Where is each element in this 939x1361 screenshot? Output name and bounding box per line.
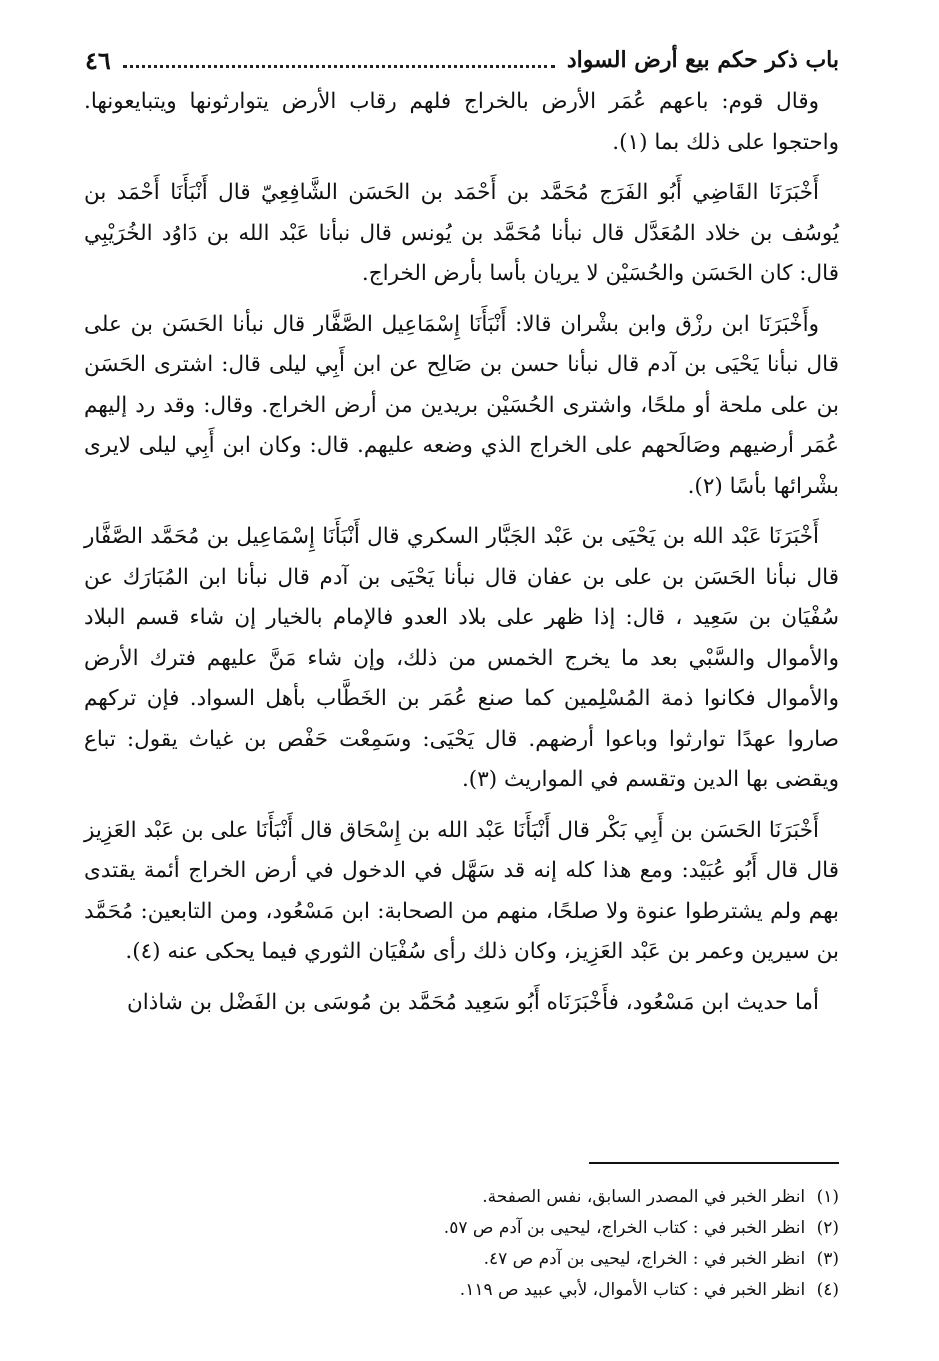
page-number: ٤٦ [85,45,111,75]
main-text [84,82,839,1033]
footnote-number: (٢) [816,1218,839,1238]
header-dotted-leader [123,63,555,68]
footnote-text: انظر الخبر في : كتاب الخراج، ليحيى بن آدم ص ٥٧. [443,1218,806,1238]
footnote [84,1215,839,1242]
paragraph: أما حديث ابن مَسْعُود، فأَخْبَرَنَاه أَبُو سَعِيد مُحَمَّد بن مُوسَى بن الفَضْل بن شاذان [126,989,819,1015]
footnotes [84,1184,839,1308]
paragraph: أَخْبَرَنَا الحَسَن بن أَبِي بَكْر قال أَنْبَأَنَا عَبْد الله بن إِسْحَاق قال أَنْبَأَنَا على بن عَبْد العَزِيز قال قال أَبُو عُبَيْد: ومع هذا كله إنه قد سَهَّل في الدخول في أرض الخراج أئمة يقتدى بهم ولم يشترطوا عنوة ولا صلحًا، منهم من الصحابة: ابن مَسْعُود، ومن التابعين: مُحَمَّد بن سيرين وعمر بن عَبْد العَزِيز، وكان ذلك رأى سُفْيَان الثوري فيما يحكى عنه (٤). [84,817,839,964]
footnote-text: انظر الخبر في : كتاب الأموال، لأبي عبيد ص ١١٩. [459,1280,806,1300]
footnote [84,1184,839,1211]
page-header [75,40,839,80]
footnote-number: (٣) [816,1249,839,1269]
footnote-number: (٤) [816,1280,839,1300]
footnote-text: انظر الخبر في : الخراج، ليحيى بن آدم ص ٤٧. [483,1249,806,1269]
running-title: باب ذكر حكم بيع أرض السواد [566,47,839,73]
footnote-number: (١) [816,1187,839,1207]
footnote [84,1277,839,1304]
footnote-text: انظر الخبر في المصدر السابق، نفس الصفحة. [482,1187,806,1207]
paragraph: وأَخْبَرَنَا ابن رزْق وابن بشْران قالا: أَنْبَأَنَا إِسْمَاعِيل الصَّفَّار قال نبأنا الحَسَن بن على قال نبأنا يَحْيَى بن آدم قال نبأنا حسن بن صَالِح عن ابن أَبِي ليلى قال: اشترى الحَسَن بن على ملحة أو ملحًا، واشترى الحُسَيْن بريدين من أرض الخراج. وقال: وقد رد إليهم عُمَر أرضيهم وصَالَحهم على الخراج الذي وضعه عليهم. قال: وكان ابن أَبِي ليلى لايرى بشْرائها بأسًا (٢). [84,311,839,499]
paragraph: وقال قوم: باعهم عُمَر الأرض بالخراج فلهم رقاب الأرض يتوارثونها ويتبايعونها. واحتجوا على ذلك بما (١). [84,89,839,155]
footnote-separator [589,1162,839,1164]
paragraph: أَخْبَرَنَا عَبْد الله بن يَحْيَى بن عَبْد الجَبَّار السكري قال أَنْبَأَنَا إِسْمَاعِيل بن مُحَمَّد الصَّفَّار قال نبأنا الحَسَن بن على بن عفان قال نبأنا يَحْيَى بن آدم قال نبأنا ابن المُبَارَك عن سُفْيَان بن سَعِيد ، قال: إذا ظهر على بلاد العدو فالإمام بالخيار إن شاء قسم البلاد والأموال والسَّبْي بعد ما يخرج الخمس من ذلك، وإن شاء مَنَّ عليهم فترك الأرض والأموال فكانوا ذمة المُسْلِمين كما صنع عُمَر بن الخَطَّاب بأهل السواد. فإن تركهم صاروا عهدًا توارثوا وباعوا أرضهم. قال يَحْيَى: وسَمِعْت حَفْص بن غياث يقول: تباع ويقضى بها الدين وتقسم في المواريث (٣). [84,524,839,792]
paragraph: أَخْبَرَنَا القَاضِي أَبُو الفَرَج مُحَمَّد بن أَحْمَد بن الحَسَن الشَّافِعِيّ قال أَنْبَأَنَا أَحْمَد بن يُوسُف بن خلاد المُعَدَّل قال نبأنا مُحَمَّد بن يُونس قال نبأنا عَبْد الله بن دَاوُد الخُرَيْبِي قال: كان الحَسَن والحُسَيْن لا يريان بأسا بأرض الخراج. [84,180,839,286]
footnote [84,1246,839,1273]
